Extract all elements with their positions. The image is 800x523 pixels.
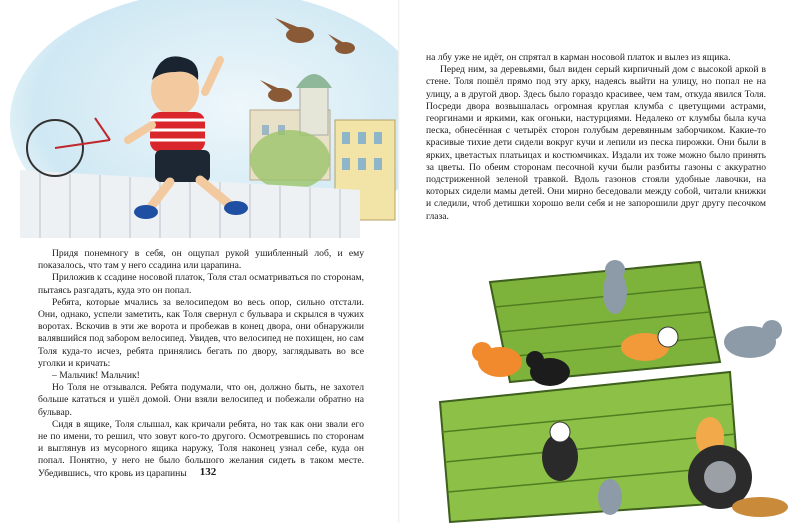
left-page-text <box>38 248 364 480</box>
cats-illustration-svg <box>400 252 800 523</box>
paragraph: Придя понемногу в себя, он ощупал рукой ушибленный лоб, и ему показалось, что там у него ссадина или царапина. <box>38 248 364 272</box>
paragraph: Приложив к ссадине носовой платок, Толя стал осматриваться по сторонам, пытаясь разгадать, куда это он попал. <box>38 272 364 296</box>
boy-illustration-svg <box>0 0 400 238</box>
right-page-text <box>426 52 766 223</box>
paragraph: на лбу уже не идёт, он спрятал в карман носовой платок и вылез из ящика. <box>426 52 731 63</box>
boy-falling-over-fence-illustration <box>0 0 400 238</box>
cats-on-garbage-box-illustration <box>400 252 800 523</box>
paragraph: Перед ним, за деревьями, был виден серый кирпичный дом с высокой аркой в стене. Толя пошёл прямо под эту арку, надеясь выйти на улицу, но попал не на улицу, а в другой двор. Здесь было гораздо красивее, чем там, откуда явился Толя. Посреди двора возвышалась огромная круглая клумба с цветущими астрами, георгинами и яркими, как огоньки, настурциями. Недалеко от клумбы была куча песка, обнесённая с четырёх сторон голубым деревянным заборчиком. Какие-то красивые тихие дети сидели вокруг кучи и лепили из песка пирожки. Они были в ярких, цветастых платьицах и костюмчиках. Издали их тоже можно было принять за цветы. По обеим сторонам песочной кучи были разбиты газоны с аккуратно подстриженной зеленой травкой. Вдоль газонов стояли удобные лавочки, на которых сидели мамы детей. Они мирно беседовали между собой, читали книжки и следили, чтоб детишки хорошо вели себя и не запорошили друг другу песочком глаза. <box>426 64 766 222</box>
page-number: 132 <box>199 466 217 478</box>
paragraph: Сидя в ящике, Толя слышал, как кричали ребята, но так как они звали его не по имени, то решил, что зовут кого-то другого. Осмотревшись по сторонам и выглянув из мусорного ящика наружу, Толя наконец узнал себе, куда он попал. Понятно, у него не было большого желания сидеть в таком месте. Убедившись, что кровь из царапины <box>38 418 364 479</box>
right-page <box>400 0 800 523</box>
paragraph: Ребята, которые мчались за велосипедом во весь опор, сильно отстали. Они, однако, успели заметить, как Толя свернул с бульвара и скрылся в чужих воротах. Вскочив в эти же ворота и пробежав в конец двора, они обнаружили валявшийся под забором велосипед. Увидев, что велосипед не похищен, но сам Толя куда-то исчез, ребята принялись бегать по двору, заглядывать во все уголки и кричать: <box>38 296 364 369</box>
paragraph: – Мальчик! Мальчик! <box>52 370 140 382</box>
paragraph: Но Толя не отзывался. Ребята подумали, что он, должно быть, не захотел больше кататься и ушёл домой. Они взяли велосипед и побежали обратно на бульвар. <box>38 382 364 418</box>
